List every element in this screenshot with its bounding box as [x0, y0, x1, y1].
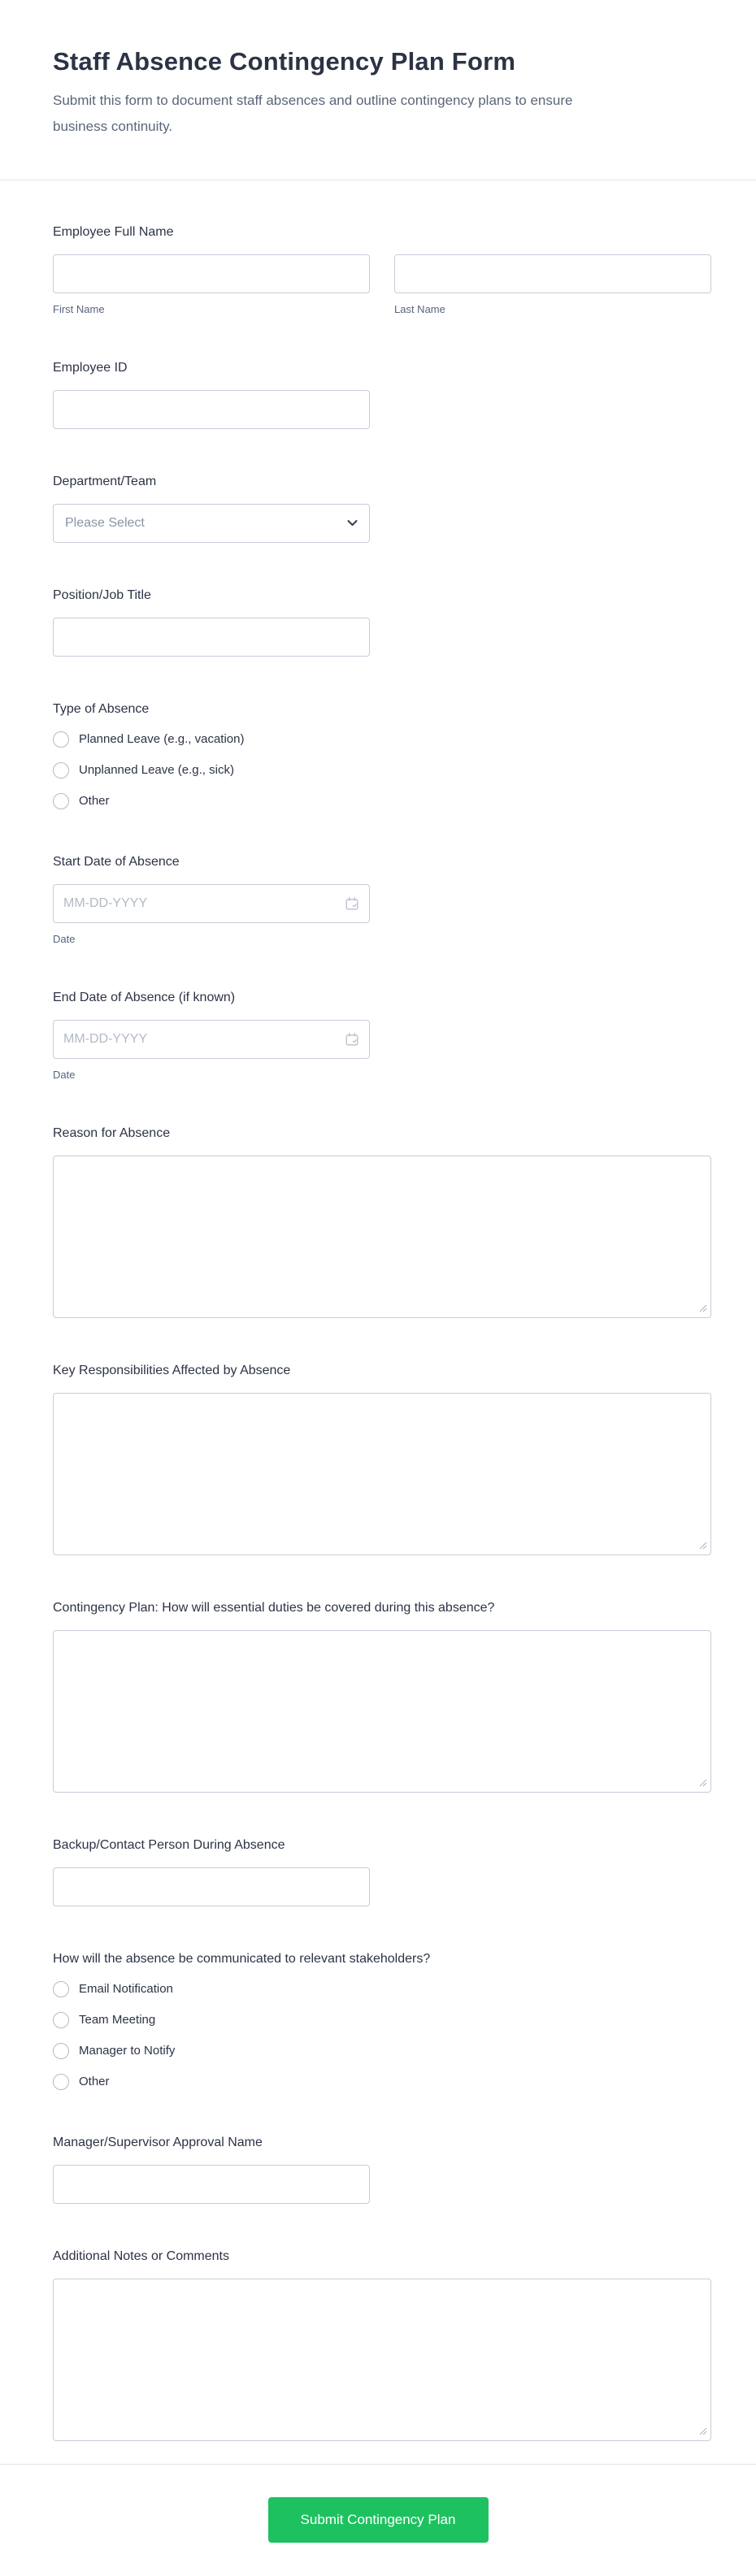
question-backup-contact [53, 1837, 711, 1906]
approval-name-label: Manager/Supervisor Approval Name [53, 2136, 263, 2149]
employee-id-input[interactable] [53, 390, 370, 429]
key-responsibilities-textarea[interactable] [53, 1393, 711, 1555]
communication-radio-team-meeting[interactable] [53, 2012, 69, 2028]
absence-type-option-other [53, 793, 711, 809]
position-label: Position/Job Title [53, 588, 151, 602]
form-footer [0, 2465, 756, 2576]
resize-handle-icon[interactable] [699, 1304, 707, 1312]
question-absence-type [53, 701, 711, 809]
question-key-responsibilities [53, 1363, 711, 1555]
contingency-plan-label: Contingency Plan: How will essential duties be covered during this absence? [53, 1601, 495, 1615]
absence-type-option-label: Other [79, 794, 110, 808]
resize-handle-icon[interactable] [699, 1779, 707, 1787]
question-notes [53, 2249, 711, 2441]
resize-handle-icon[interactable] [699, 2427, 707, 2435]
calendar-icon[interactable] [345, 1032, 359, 1047]
question-department [53, 474, 711, 543]
form-header [0, 0, 756, 140]
reason-textarea[interactable] [53, 1156, 711, 1318]
start-date-input[interactable] [53, 884, 370, 923]
question-contingency-plan [53, 1600, 711, 1793]
absence-type-option-label: Planned Leave (e.g., vacation) [79, 732, 245, 746]
absence-type-radio-other[interactable] [53, 793, 69, 809]
backup-contact-label: Backup/Contact Person During Absence [53, 1838, 285, 1852]
end-date-label: End Date of Absence (if known) [53, 991, 236, 1004]
communication-option-label: Team Meeting [79, 2013, 156, 2027]
question-start-date [53, 854, 711, 945]
absence-type-option-label: Unplanned Leave (e.g., sick) [79, 763, 234, 777]
reason-label: Reason for Absence [53, 1126, 171, 1140]
last-name-sublabel: Last Name [394, 303, 445, 315]
absence-type-label: Type of Absence [53, 702, 150, 716]
absence-type-option-unplanned [53, 762, 711, 778]
end-date-sublabel: Date [53, 1069, 76, 1081]
communication-option-label: Manager to Notify [79, 2044, 176, 2058]
employee-full-name-label: Employee Full Name [53, 225, 174, 239]
form-body [0, 180, 756, 2441]
end-date-input[interactable] [53, 1020, 370, 1059]
question-end-date [53, 990, 711, 1081]
first-name-input[interactable] [53, 254, 370, 293]
resize-handle-icon[interactable] [699, 1542, 707, 1550]
position-input[interactable] [53, 618, 370, 657]
first-name-sublabel: First Name [53, 303, 105, 315]
question-approval-name [53, 2135, 711, 2204]
communication-option-label: Other [79, 2075, 110, 2088]
backup-contact-input[interactable] [53, 1867, 370, 1906]
employee-id-label: Employee ID [53, 361, 128, 375]
absence-type-radio-planned[interactable] [53, 731, 69, 748]
department-selected-value: Please Select [65, 516, 145, 530]
communication-option-team-meeting [53, 2012, 711, 2028]
department-select[interactable] [53, 504, 370, 543]
communication-radio-manager[interactable] [53, 2043, 69, 2059]
communication-radio-email[interactable] [53, 1981, 69, 1997]
question-employee-id [53, 360, 711, 429]
notes-textarea[interactable] [53, 2279, 711, 2441]
page-subtitle: Submit this form to document staff absences and outline contingency plans to ensure business continuity. [53, 93, 573, 134]
submit-button[interactable]: Submit Contingency Plan [268, 2497, 489, 2543]
communication-option-email [53, 1981, 711, 1997]
notes-label: Additional Notes or Comments [53, 2249, 229, 2263]
key-responsibilities-label: Key Responsibilities Affected by Absence [53, 1364, 291, 1377]
communication-radio-other[interactable] [53, 2074, 69, 2090]
question-reason [53, 1125, 711, 1318]
chevron-down-icon [347, 516, 358, 531]
communication-option-label: Email Notification [79, 1982, 173, 1996]
start-date-sublabel: Date [53, 933, 76, 945]
last-name-input[interactable] [394, 254, 711, 293]
question-employee-full-name [53, 224, 711, 315]
question-position [53, 588, 711, 657]
question-communication [53, 1951, 711, 2090]
page-title: Staff Absence Contingency Plan Form [53, 47, 516, 76]
communication-label: How will the absence be communicated to relevant stakeholders? [53, 1952, 431, 1966]
start-date-label: Start Date of Absence [53, 855, 180, 869]
contingency-plan-textarea[interactable] [53, 1630, 711, 1793]
department-label: Department/Team [53, 475, 157, 488]
calendar-icon[interactable] [345, 896, 359, 911]
approval-name-input[interactable] [53, 2165, 370, 2204]
absence-type-option-planned [53, 731, 711, 748]
absence-type-radio-unplanned[interactable] [53, 762, 69, 778]
communication-option-other [53, 2074, 711, 2090]
communication-option-manager [53, 2043, 711, 2059]
